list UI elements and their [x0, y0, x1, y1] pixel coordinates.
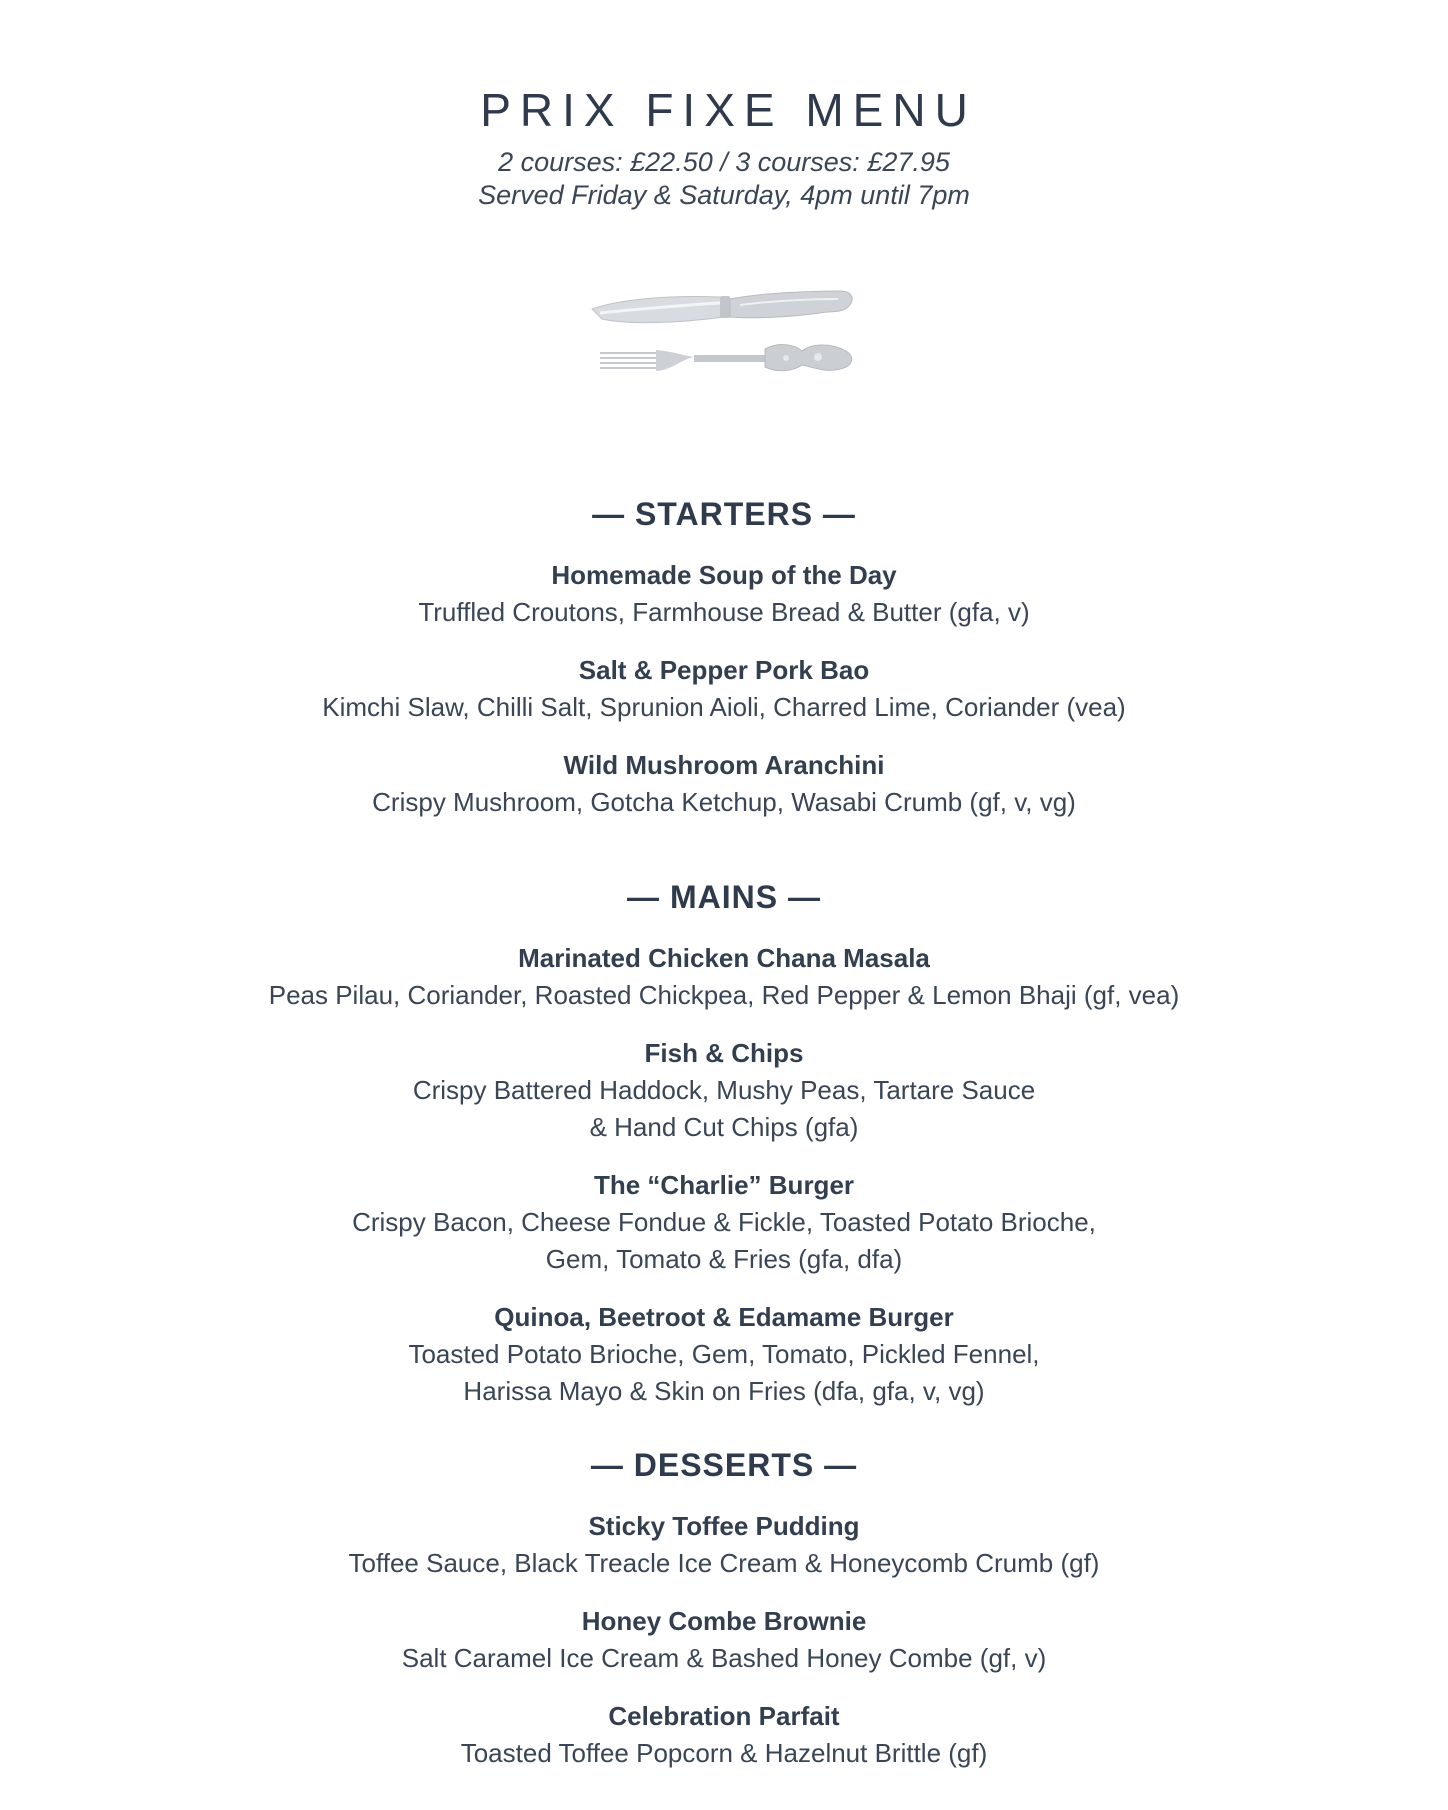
item-description: Crispy Mushroom, Gotcha Ketchup, Wasabi Crumb (gf, v, vg) — [372, 787, 1076, 817]
menu-item — [0, 556, 1448, 631]
item-description: Toffee Sauce, Black Treacle Ice Cream & Honeycomb Crumb (gf) — [348, 1548, 1100, 1578]
menu-item — [0, 939, 1448, 1014]
served-line: Served Friday & Saturday, 4pm until 7pm — [478, 180, 970, 210]
item-name: Wild Mushroom Aranchini — [563, 750, 885, 780]
item-description: Kimchi Slaw, Chilli Salt, Sprunion Aioli, Charred Lime, Coriander (vea) — [322, 692, 1126, 722]
fork-icon — [600, 345, 852, 371]
item-name: Salt & Pepper Pork Bao — [578, 655, 870, 685]
item-description: Truffled Croutons, Farmhouse Bread & Butter (gfa, v) — [418, 597, 1030, 627]
item-name: Fish & Chips — [644, 1038, 804, 1068]
knife-icon — [592, 291, 852, 323]
item-name: Honey Combe Brownie — [581, 1606, 867, 1636]
menu-item — [0, 651, 1448, 726]
menu-item — [0, 746, 1448, 821]
menu-item — [0, 1298, 1448, 1410]
menu-item — [0, 1166, 1448, 1278]
item-description: Toasted Toffee Popcorn & Hazelnut Brittle (gf) — [460, 1738, 988, 1768]
item-name: Marinated Chicken Chana Masala — [518, 943, 930, 973]
section-desserts — [0, 1445, 1448, 1772]
item-name: Celebration Parfait — [608, 1701, 840, 1731]
menu-item — [0, 1507, 1448, 1582]
section-mains — [0, 877, 1448, 1410]
section-starters — [0, 494, 1448, 821]
section-title: — MAINS — — [627, 879, 821, 915]
item-name: The “Charlie” Burger — [593, 1170, 855, 1200]
item-description: Crispy Bacon, Cheese Fondue & Fickle, Toasted Potato Brioche, — [352, 1207, 1096, 1237]
menu-item — [0, 1602, 1448, 1677]
menu-title: PRIX FIXE MENU — [480, 84, 977, 136]
item-name: Sticky Toffee Pudding — [588, 1511, 860, 1541]
pricing-line: 2 courses: £22.50 / 3 courses: £27.95 — [498, 147, 950, 177]
menu-item — [0, 1034, 1448, 1146]
item-name: Homemade Soup of the Day — [551, 560, 897, 590]
item-description: Salt Caramel Ice Cream & Bashed Honey Combe (gf, v) — [401, 1643, 1047, 1673]
section-title: — DESSERTS — — [590, 1447, 858, 1483]
knife-and-fork-icon — [590, 287, 870, 387]
menu-item — [0, 1697, 1448, 1772]
item-name: Quinoa, Beetroot & Edamame Burger — [494, 1302, 954, 1332]
item-description: Crispy Battered Haddock, Mushy Peas, Tartare Sauce — [412, 1075, 1036, 1105]
section-title: — STARTERS — — [592, 496, 856, 532]
item-description: Toasted Potato Brioche, Gem, Tomato, Pickled Fennel, — [408, 1339, 1040, 1369]
item-description: Gem, Tomato & Fries (gfa, dfa) — [545, 1244, 903, 1274]
item-description: Peas Pilau, Coriander, Roasted Chickpea, Red Pepper & Lemon Bhaji (gf, vea) — [268, 980, 1180, 1010]
item-description: & Hand Cut Chips (gfa) — [589, 1112, 859, 1142]
item-description: Harissa Mayo & Skin on Fries (dfa, gfa, v, vg) — [463, 1376, 985, 1406]
